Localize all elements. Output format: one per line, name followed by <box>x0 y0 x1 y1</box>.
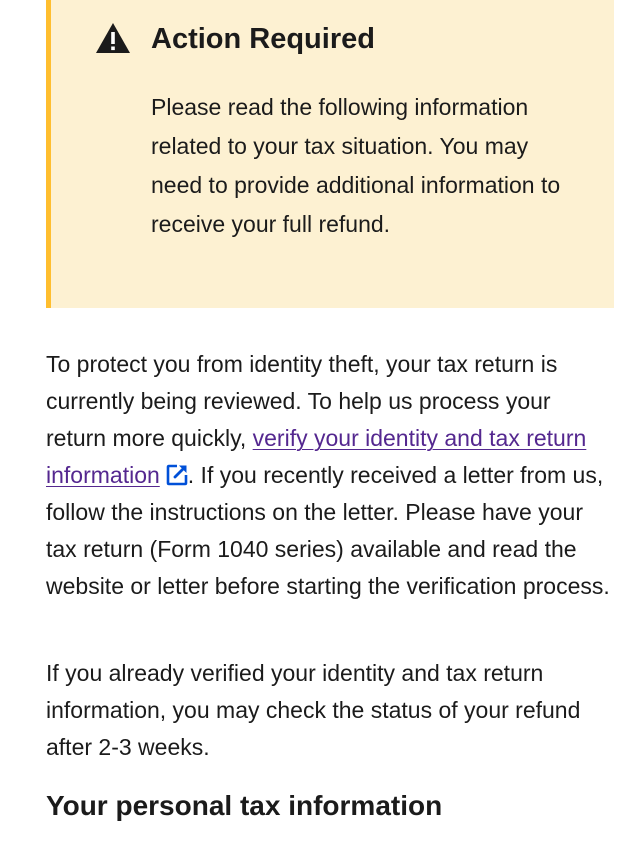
paragraph-text: To protect you from identity theft, your tax return is currently being reviewed. To help us process your return more quickly, <box>46 351 558 451</box>
identity-review-paragraph <box>46 346 616 605</box>
verify-identity-link-label: verify your identity and tax return information <box>46 425 587 488</box>
already-verified-paragraph: If you already verified your identity and tax return information, you may check the status of your refund after 2-3 weeks. <box>46 660 581 760</box>
action-required-alert <box>46 0 614 308</box>
external-link-icon <box>166 464 188 486</box>
warning-triangle-icon <box>95 22 131 54</box>
personal-tax-info-heading: Your personal tax information <box>46 790 443 821</box>
alert-body: Please read the following information related to your tax situation. You may need to provide additional information to receive your full refund. <box>151 94 561 237</box>
paragraph-text-continued: . If you recently received a letter from us, follow the instructions on the letter. Please have your tax return (Form 1040 series) available and read the website or letter before starting the verification process. <box>46 462 610 599</box>
alert-title: Action Required <box>151 23 375 55</box>
